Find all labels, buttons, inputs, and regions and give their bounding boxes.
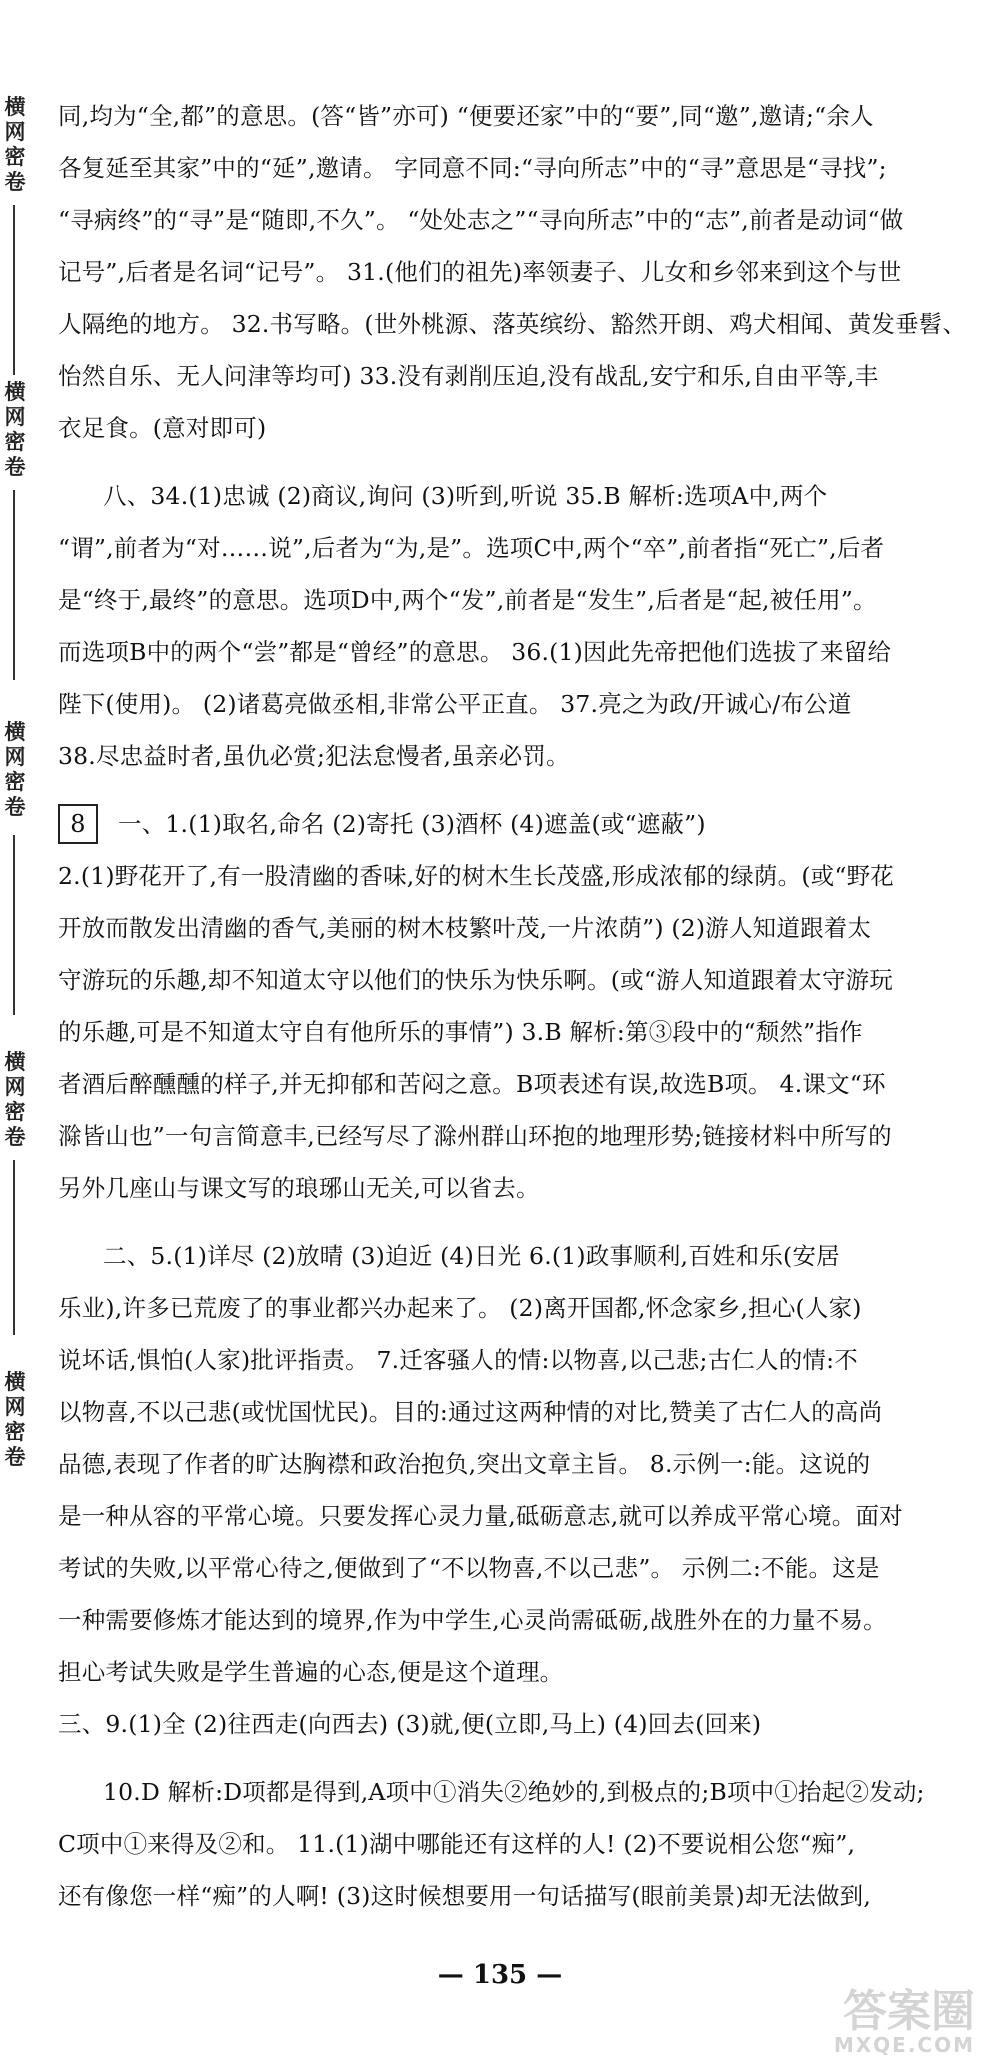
watermark-sub: MXQE.COM — [833, 2033, 975, 2057]
text-line: C项中①来得及②和。 11.(1)湖中哪能还有这样的人! (2)不要说相公您“痴”, — [58, 1830, 856, 1858]
watermark — [833, 1986, 975, 2057]
text-line: 陛下(使用)。 (2)诸葛亮做丞相,非常公平正直。 37.亮之为政/开诚心/布公道 — [58, 690, 852, 718]
text-line: 开放而散发出清幽的香气,美丽的树木枝繁叶茂,一片浓荫”) (2)游人知道跟着太 — [58, 914, 872, 942]
text-line: 是“终于,最终”的意思。选项D中,两个“发”,前者是“发生”,后者是“起,被任用”。 — [58, 586, 877, 614]
margin-mark-4: 横网密卷 — [4, 1050, 26, 1149]
section-number-box: 8 — [58, 804, 98, 844]
margin-mark-5: 横网密卷 — [4, 1370, 26, 1469]
text-line: 人隔绝的地方。 32.书写略。(世外桃源、落英缤纷、豁然开朗、鸡犬相闻、黄发垂髫、 — [58, 310, 967, 338]
text-line: 2.(1)野花开了,有一股清幽的香味,好的树木生长茂盛,形成浓郁的绿荫。(或“野花 — [58, 862, 895, 890]
text-line: “寻病终”的“寻”是“随即,不久”。 “处处志之”“寻向所志”中的“志”,前者是动词“做 — [58, 206, 904, 234]
text-line: 10.D 解析:D项都是得到,A项中①消失②绝妙的,到极点的;B项中①抬起②发动; — [103, 1778, 925, 1806]
margin-rule-1 — [13, 205, 15, 375]
text-line: 怡然自乐、无人问津等均可) 33.没有剥削压迫,没有战乱,安宁和乐,自由平等,丰 — [58, 362, 879, 390]
text-line: 三、9.(1)全 (2)往西走(向西去) (3)就,便(立即,马上) (4)回去(回来) — [58, 1710, 762, 1738]
text-line: 八、34.(1)忠诚 (2)商议,询问 (3)听到,听说 35.B 解析:选项A中,两个 — [103, 482, 828, 510]
text-line: 二、5.(1)详尽 (2)放晴 (3)迫近 (4)日光 6.(1)政事顺利,百姓和乐(安居 — [103, 1242, 840, 1270]
binding-margin — [0, 0, 38, 2068]
text-line: 考试的失败,以平常心待之,便做到了“不以物喜,不以己悲”。 示例二:不能。这是 — [58, 1554, 880, 1582]
answer-text — [58, 90, 978, 1974]
text-line: 还有像您一样“痴”的人啊! (3)这时候想要用一句话描写(眼前美景)却无法做到, — [58, 1882, 872, 1910]
text-line: 的乐趣,可是不知道太守自有他所乐的事情”) 3.B 解析:第③段中的“颓然”指作 — [58, 1018, 863, 1046]
text-line: 者酒后醉醺醺的样子,并无抑郁和苦闷之意。B项表述有误,故选B项。 4.课文“环 — [58, 1070, 886, 1098]
text-line: 说坏话,惧怕(人家)批评指责。 7.迁客骚人的情:以物喜,以己悲;古仁人的情:不 — [58, 1346, 858, 1374]
margin-rule-4 — [13, 1160, 15, 1335]
text-line: 滁皆山也”一句言简意丰,已经写尽了滁州群山环抱的地理形势;链接材料中所写的 — [58, 1122, 892, 1150]
text-line: “谓”,前者为“对……说”,后者为“为,是”。选项C中,两个“卒”,前者指“死亡”,后者 — [58, 534, 885, 562]
text-line: 同,均为“全,都”的意思。(答“皆”亦可) “便要还家”中的“要”,同“邀”,邀请;“余人 — [58, 102, 874, 130]
text-line: 以物喜,不以己悲(或忧国忧民)。目的:通过这两种情的对比,赞美了古仁人的高尚 — [58, 1398, 883, 1426]
text-line: 担心考试失败是学生普遍的心态,便是这个道理。 — [58, 1658, 564, 1686]
text-line: 记号”,后者是名词“记号”。 31.(他们的祖先)率领妻子、儿女和乡邻来到这个与世 — [58, 258, 902, 286]
margin-mark-3: 横网密卷 — [4, 720, 26, 819]
text-line: 衣足食。(意对即可) — [58, 414, 267, 442]
text-line: 38.尽忠益时者,虽仇必赏;犯法怠慢者,虽亲必罚。 — [58, 742, 570, 770]
text-line: 各复延至其家”中的“延”,邀请。 字同意不同:“寻向所志”中的“寻”意思是“寻找”; — [58, 154, 887, 182]
text-line: 另外几座山与课文写的琅琊山无关,可以省去。 — [58, 1174, 540, 1202]
text-line: 一、1.(1)取名,命名 (2)寄托 (3)酒杯 (4)遮盖(或“遮蔽”) — [118, 810, 706, 838]
section-heading-line — [58, 798, 978, 850]
margin-rule-2 — [13, 490, 15, 680]
text-line: 品德,表现了作者的旷达胸襟和政治抱负,突出文章主旨。 8.示例一:能。这说的 — [58, 1450, 871, 1478]
text-line: 是一种从容的平常心境。只要发挥心灵力量,砥砺意志,就可以养成平常心境。面对 — [58, 1502, 903, 1530]
watermark-main: 答案圈 — [843, 1986, 975, 2037]
margin-rule-3 — [13, 835, 15, 1015]
text-line: 一种需要修炼才能达到的境界,作为中学生,心灵尚需砥砺,战胜外在的力量不易。 — [58, 1606, 887, 1634]
text-line: 而选项B中的两个“尝”都是“曾经”的意思。 36.(1)因此先帝把他们选拔了来留给 — [58, 638, 892, 666]
text-line: 守游玩的乐趣,却不知道太守以他们的快乐为快乐啊。(或“游人知道跟着太守游玩 — [58, 966, 894, 994]
margin-mark-2: 横网密卷 — [4, 380, 26, 479]
page-number: — 135 — — [437, 1960, 563, 1990]
text-line: 乐业),许多已荒废了的事业都兴办起来了。 (2)离开国都,怀念家乡,担心(人家) — [58, 1294, 862, 1322]
margin-mark-1: 横网密卷 — [4, 95, 26, 194]
